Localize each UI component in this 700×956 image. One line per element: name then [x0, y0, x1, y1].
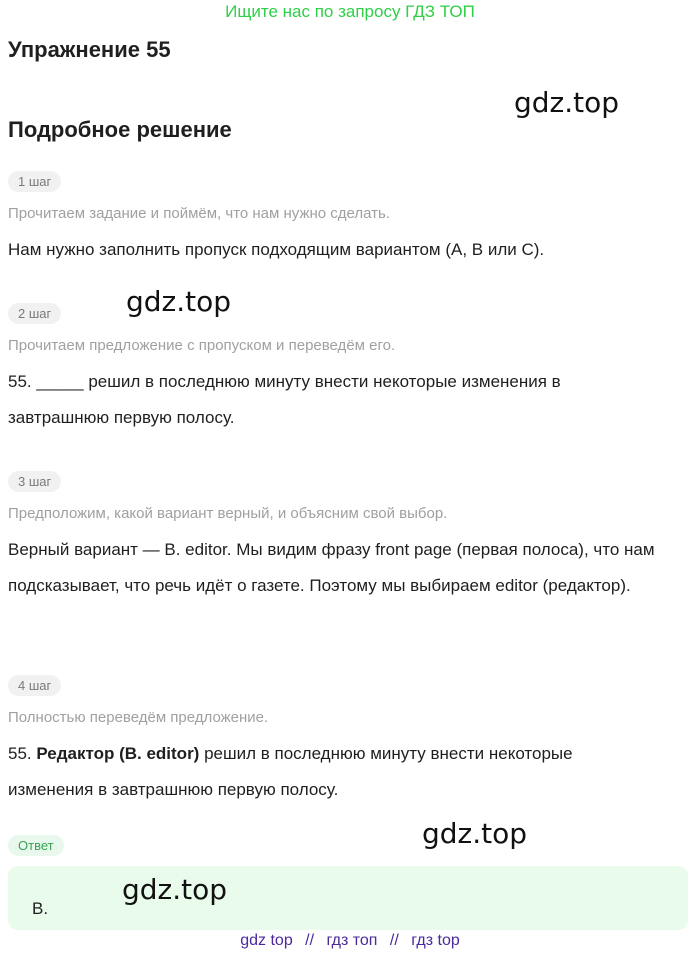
footer-separator: //: [389, 932, 399, 949]
step-4-note: Полностью переведём предложение.: [8, 709, 269, 726]
step-badge: [8, 303, 61, 324]
footer-link[interactable]: гдз top: [411, 932, 460, 949]
step-2-label: 2 шаг: [8, 303, 61, 324]
step-2-note: Прочитаем предложение с пропуском и переведём его.: [8, 337, 396, 354]
footer-link[interactable]: gdz top: [240, 932, 293, 949]
answer-box: [8, 866, 688, 930]
step-4-highlight: Редактор (B. editor): [36, 744, 200, 763]
step-badge: [8, 675, 61, 696]
page-title: Упражнение 55: [8, 37, 171, 62]
step-4-prefix: 55.: [8, 744, 37, 763]
footer-separator: //: [305, 932, 315, 949]
section-title: Подробное решение: [8, 117, 232, 142]
step-1-label: 1 шаг: [8, 171, 61, 192]
answer-value: B.: [32, 899, 49, 918]
step-4-suffix: решил в последнюю минуту внести некоторые изменения в завтрашнюю первую полосу.: [8, 744, 573, 799]
answer-badge: [8, 835, 64, 856]
search-banner[interactable]: Ищите нас по запросу ГДЗ ТОП: [225, 2, 475, 21]
watermark: gdz.top: [422, 817, 528, 850]
answer-label: Ответ: [8, 835, 64, 856]
step-1-text: Нам нужно заполнить пропуск подходящим вариантом (A, B или C).: [8, 240, 545, 259]
step-4-text: [8, 736, 638, 808]
step-3-label: 3 шаг: [8, 471, 61, 492]
watermark: gdz.top: [122, 873, 228, 906]
step-2-text: 55. _____ решил в последнюю минуту внести некоторые изменения в завтрашнюю первую полосу.: [8, 372, 561, 427]
footer-link[interactable]: гдз топ: [326, 932, 378, 949]
step-badge: [8, 471, 61, 492]
step-4-label: 4 шаг: [8, 675, 61, 696]
watermark: gdz.top: [126, 285, 232, 318]
step-3-note: Предположим, какой вариант верный, и объясним свой выбор.: [8, 505, 448, 522]
step-3-text: Верный вариант — B. editor. Мы видим фразу front page (первая полоса), что нам подсказывает, что речь идёт о газете. Поэтому мы выбираем editor (редактор).: [8, 540, 655, 595]
step-1-note: Прочитаем задание и поймём, что нам нужно сделать.: [8, 205, 391, 222]
watermark: gdz.top: [514, 86, 620, 119]
footer-links: [0, 932, 700, 950]
step-badge: [8, 171, 61, 192]
